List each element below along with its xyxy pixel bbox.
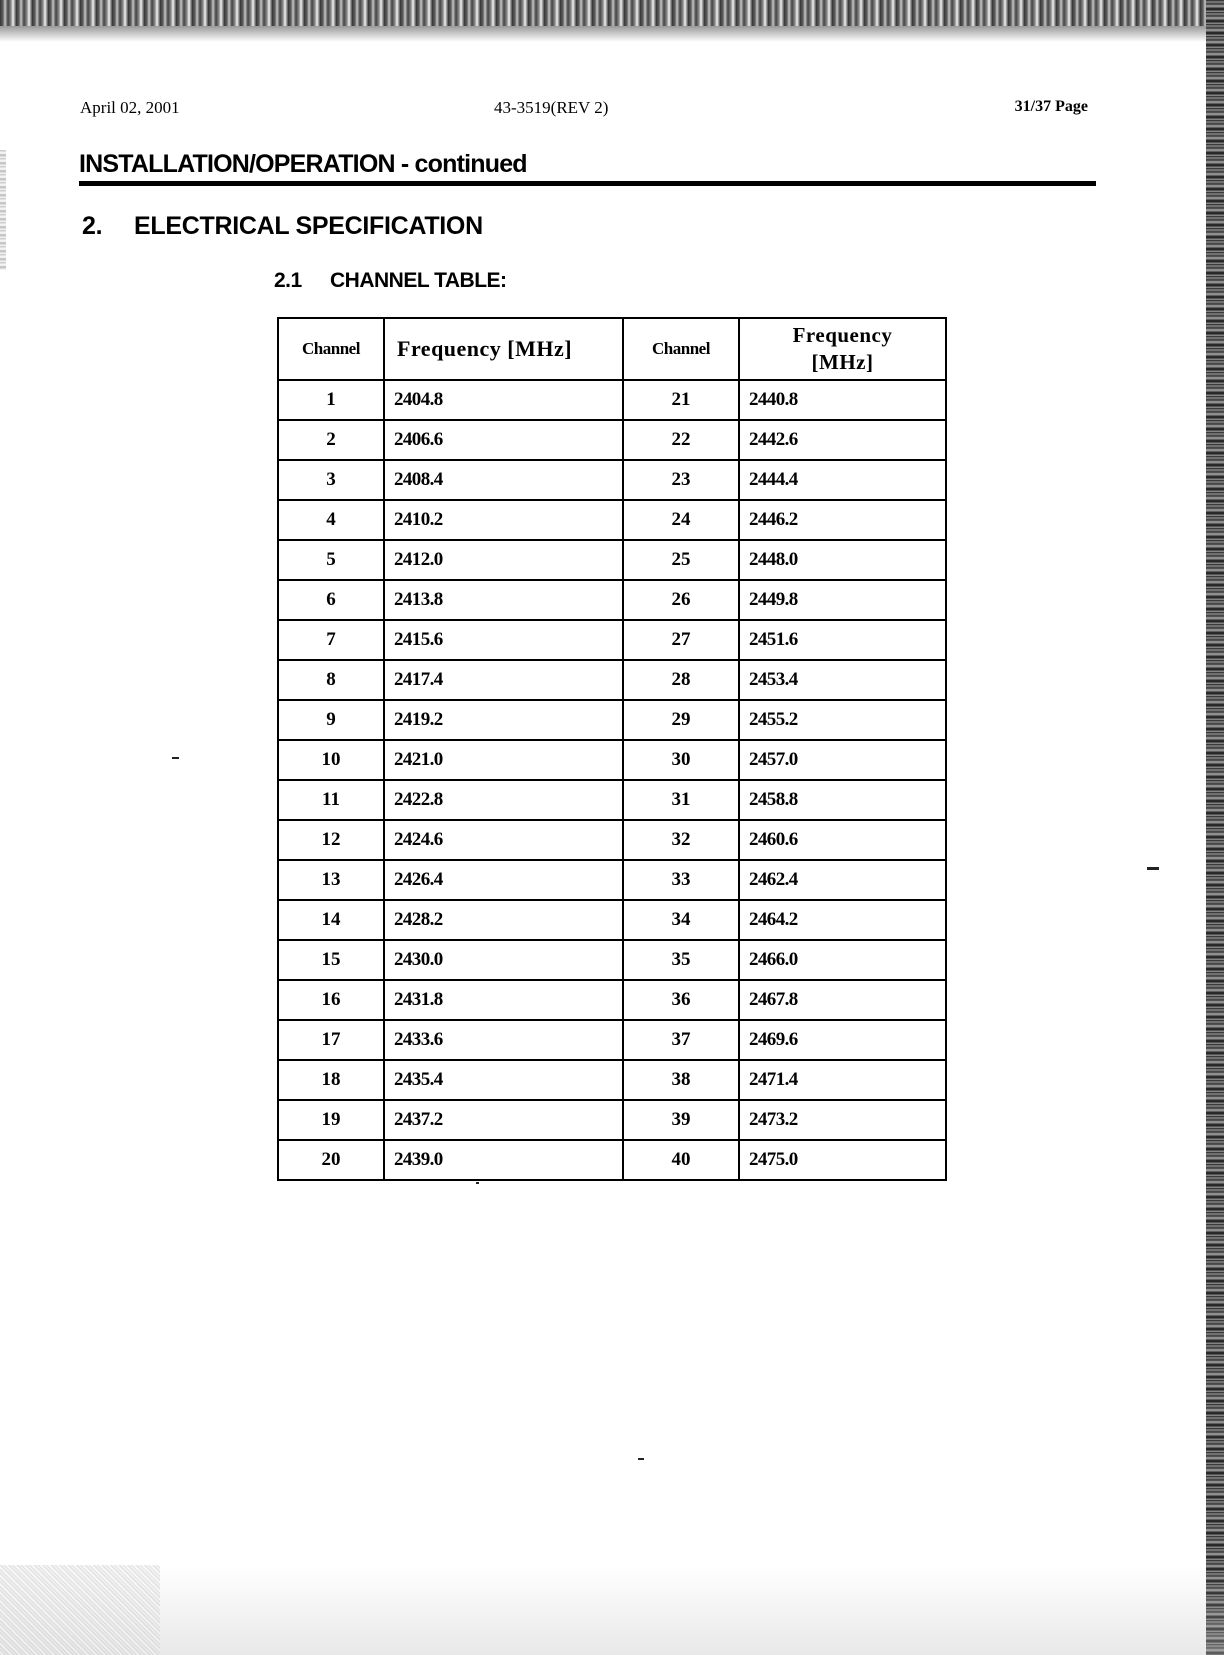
table-row <box>278 940 946 980</box>
frequency-cell: 2449.8 <box>739 580 946 620</box>
frequency-cell: 2469.6 <box>739 1020 946 1060</box>
frequency-cell: 2437.2 <box>384 1100 623 1140</box>
frequency-cell: 2408.4 <box>384 460 623 500</box>
scan-speck <box>638 1458 644 1460</box>
channel-cell: 27 <box>623 620 739 660</box>
frequency-cell: 2410.2 <box>384 500 623 540</box>
table-row <box>278 420 946 460</box>
scan-speck <box>172 757 179 759</box>
frequency-cell: 2473.2 <box>739 1100 946 1140</box>
subsubsection-number: 2.1 <box>274 269 302 292</box>
header-frequency-left: Frequency [MHz] <box>384 318 623 380</box>
channel-cell: 2 <box>278 420 384 460</box>
table-row <box>278 780 946 820</box>
scan-shadow-top <box>0 26 1224 42</box>
header-page-number: 31/37 Page <box>1014 98 1088 115</box>
header-frequency-right-line1: Frequency <box>792 323 893 347</box>
channel-cell: 38 <box>623 1060 739 1100</box>
channel-cell: 15 <box>278 940 384 980</box>
table-row <box>278 1020 946 1060</box>
channel-cell: 5 <box>278 540 384 580</box>
subsection-number: 2. <box>82 212 103 240</box>
frequency-cell: 2413.8 <box>384 580 623 620</box>
channel-cell: 3 <box>278 460 384 500</box>
channel-cell: 29 <box>623 700 739 740</box>
table-row <box>278 1140 946 1180</box>
frequency-cell: 2415.6 <box>384 620 623 660</box>
frequency-cell: 2460.6 <box>739 820 946 860</box>
table-row <box>278 460 946 500</box>
header-date: April 02, 2001 <box>80 98 180 117</box>
frequency-cell: 2471.4 <box>739 1060 946 1100</box>
table-row <box>278 380 946 420</box>
table-row <box>278 620 946 660</box>
frequency-cell: 2466.0 <box>739 940 946 980</box>
frequency-cell: 2462.4 <box>739 860 946 900</box>
frequency-cell: 2467.8 <box>739 980 946 1020</box>
channel-cell: 36 <box>623 980 739 1020</box>
frequency-cell: 2430.0 <box>384 940 623 980</box>
scan-border-top <box>0 0 1224 26</box>
channel-cell: 10 <box>278 740 384 780</box>
channel-cell: 12 <box>278 820 384 860</box>
frequency-cell: 2446.2 <box>739 500 946 540</box>
frequency-cell: 2422.8 <box>384 780 623 820</box>
channel-cell: 30 <box>623 740 739 780</box>
page-header <box>80 98 1088 122</box>
channel-cell: 33 <box>623 860 739 900</box>
channel-cell: 19 <box>278 1100 384 1140</box>
table-row <box>278 540 946 580</box>
subsubsection-title: CHANNEL TABLE: <box>330 269 507 292</box>
frequency-cell: 2475.0 <box>739 1140 946 1180</box>
section-heading: INSTALLATION/OPERATION - continued <box>79 150 527 178</box>
frequency-cell: 2412.0 <box>384 540 623 580</box>
frequency-cell: 2431.8 <box>384 980 623 1020</box>
subsection-title: ELECTRICAL SPECIFICATION <box>134 212 483 240</box>
header-channel-right: Channel <box>623 318 739 380</box>
scan-shadow-bottom <box>0 1565 1224 1655</box>
frequency-cell: 2406.6 <box>384 420 623 460</box>
frequency-cell: 2464.2 <box>739 900 946 940</box>
scan-noise-bottom-left <box>0 1565 160 1655</box>
channel-cell: 26 <box>623 580 739 620</box>
channel-cell: 37 <box>623 1020 739 1060</box>
table-row <box>278 580 946 620</box>
table-row <box>278 820 946 860</box>
channel-cell: 28 <box>623 660 739 700</box>
table-body <box>278 380 946 1180</box>
channel-cell: 9 <box>278 700 384 740</box>
frequency-cell: 2404.8 <box>384 380 623 420</box>
frequency-cell: 2448.0 <box>739 540 946 580</box>
channel-cell: 17 <box>278 1020 384 1060</box>
channel-cell: 8 <box>278 660 384 700</box>
header-channel-left: Channel <box>278 318 384 380</box>
frequency-cell: 2453.4 <box>739 660 946 700</box>
channel-cell: 4 <box>278 500 384 540</box>
scan-speck <box>1147 867 1159 870</box>
frequency-cell: 2421.0 <box>384 740 623 780</box>
channel-cell: 34 <box>623 900 739 940</box>
table-row <box>278 740 946 780</box>
header-doc-number: 43-3519(REV 2) <box>494 98 609 117</box>
scan-noise-left <box>0 150 6 270</box>
channel-cell: 31 <box>623 780 739 820</box>
table-row <box>278 860 946 900</box>
frequency-cell: 2455.2 <box>739 700 946 740</box>
frequency-cell: 2451.6 <box>739 620 946 660</box>
channel-cell: 13 <box>278 860 384 900</box>
frequency-cell: 2444.4 <box>739 460 946 500</box>
channel-cell: 25 <box>623 540 739 580</box>
channel-table <box>277 317 947 1181</box>
channel-cell: 18 <box>278 1060 384 1100</box>
channel-cell: 11 <box>278 780 384 820</box>
channel-cell: 6 <box>278 580 384 620</box>
frequency-cell: 2417.4 <box>384 660 623 700</box>
table-row <box>278 660 946 700</box>
frequency-cell: 2433.6 <box>384 1020 623 1060</box>
channel-cell: 40 <box>623 1140 739 1180</box>
frequency-cell: 2439.0 <box>384 1140 623 1180</box>
channel-cell: 20 <box>278 1140 384 1180</box>
frequency-cell: 2440.8 <box>739 380 946 420</box>
table-header-row <box>278 318 946 380</box>
table-row <box>278 1060 946 1100</box>
table-row <box>278 900 946 940</box>
frequency-cell: 2442.6 <box>739 420 946 460</box>
channel-cell: 22 <box>623 420 739 460</box>
channel-cell: 32 <box>623 820 739 860</box>
frequency-cell: 2419.2 <box>384 700 623 740</box>
frequency-cell: 2428.2 <box>384 900 623 940</box>
table-row <box>278 500 946 540</box>
channel-cell: 21 <box>623 380 739 420</box>
table-row <box>278 980 946 1020</box>
frequency-cell: 2458.8 <box>739 780 946 820</box>
channel-cell: 39 <box>623 1100 739 1140</box>
header-frequency-right <box>739 318 946 380</box>
channel-cell: 23 <box>623 460 739 500</box>
channel-cell: 7 <box>278 620 384 660</box>
scan-border-right <box>1206 0 1224 1655</box>
table-row <box>278 700 946 740</box>
channel-cell: 1 <box>278 380 384 420</box>
frequency-cell: 2424.6 <box>384 820 623 860</box>
table-row <box>278 1100 946 1140</box>
frequency-cell: 2435.4 <box>384 1060 623 1100</box>
channel-cell: 35 <box>623 940 739 980</box>
channel-cell: 16 <box>278 980 384 1020</box>
scan-speck <box>476 1182 479 1184</box>
channel-cell: 14 <box>278 900 384 940</box>
frequency-cell: 2457.0 <box>739 740 946 780</box>
heading-rule <box>79 181 1096 186</box>
frequency-cell: 2426.4 <box>384 860 623 900</box>
channel-cell: 24 <box>623 500 739 540</box>
header-frequency-right-line2: [MHz] <box>811 350 874 374</box>
